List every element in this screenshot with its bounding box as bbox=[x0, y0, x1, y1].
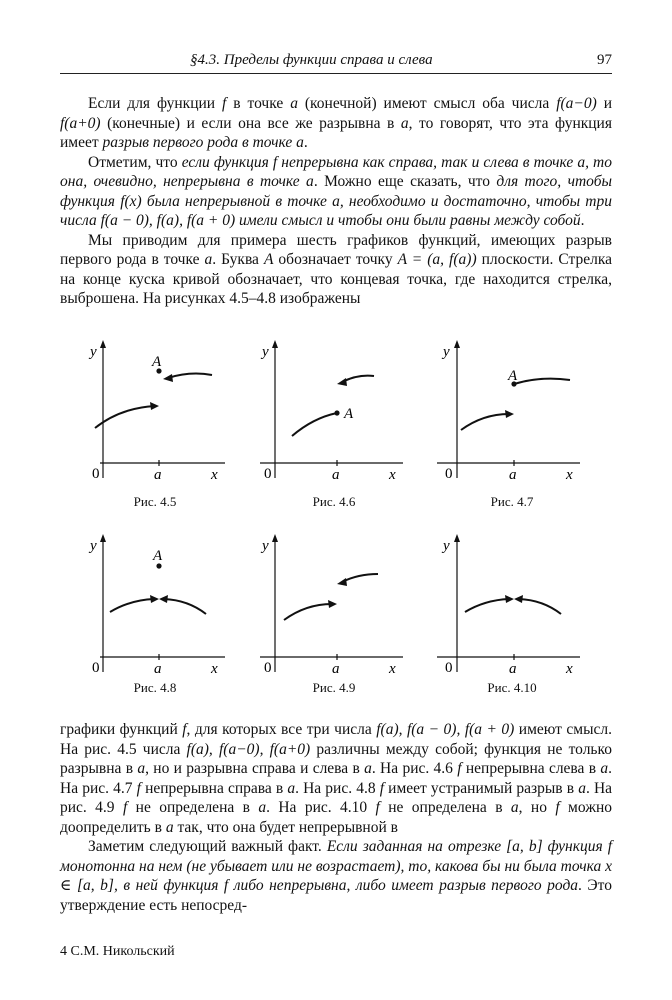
a-label: a bbox=[154, 661, 162, 677]
origin-label: 0 bbox=[92, 660, 100, 676]
footer-signature: 4 С.М. Никольский bbox=[60, 944, 175, 959]
figure-4-10 bbox=[435, 530, 585, 680]
y-axis-label: y bbox=[90, 344, 97, 360]
caption-4-7: Рис. 4.7 bbox=[490, 494, 534, 509]
caption-4-6: Рис. 4.6 bbox=[312, 494, 356, 509]
figure-4-8 bbox=[80, 530, 230, 680]
paragraph-5: Заметим следующий важный факт. Если заданная на отрезке [a, b] функция f монотонна на нем (не убывает или не возрастает), то, какова бы ни была точка x ∈ [a, b], в ней функция f либо непрерывна, либо имеет разрыв первого рода. Это утверждение есть непосред- bbox=[60, 838, 613, 914]
paragraph-4: графики функций f, для которых все три числа f(a), f(a − 0), f(a + 0) имеют смысл. На рис. 4.5 числа f(a), f(a−0), f(a+0) различны между собой; функция не только разрывна в a, но и разрывна справа и слева в a. На рис. 4.6 f непрерывна слева в a. На рис. 4.7 f непрерывна справа в a. На рис. 4.8 f имеет устранимый разрыв в a. На рис. 4.9 f не определена в a. На рис. 4.10 f не определена в a, но f можно доопределить в a так, что она будет непрерывной в bbox=[60, 721, 613, 836]
origin-label: 0 bbox=[445, 660, 453, 676]
point-A-label: A bbox=[508, 368, 518, 384]
a-label: a bbox=[332, 467, 340, 483]
y-axis-label: y bbox=[443, 538, 450, 554]
figure-4-9 bbox=[258, 530, 408, 680]
x-axis-label: x bbox=[211, 467, 218, 483]
y-axis-label: y bbox=[262, 538, 269, 554]
text-block-bottom bbox=[60, 720, 612, 915]
paragraph-3: Мы приводим для примера шесть графиков функций, имеющих разрыв первого рода в точке a. Буква A обозначает точку A = (a, f(a)) плоскости. Стрелка на конце куска кривой обозначает, что концевая точка, где находится стрелка, выброшена. На рисунках 4.5–4.8 изображены bbox=[60, 231, 613, 307]
y-axis-label: y bbox=[262, 344, 269, 360]
x-axis-label: x bbox=[211, 661, 218, 677]
page-number: 97 bbox=[597, 52, 612, 68]
a-label: a bbox=[509, 467, 517, 483]
origin-label: 0 bbox=[264, 660, 272, 676]
paragraph-1: Если для функции f в точке a (конечной) имеют смысл оба числа f(a−0) и f(a+0) (конечные) и если она все же разрывна в a, то говорят, что эта функция имеет разрыв первого рода в точке a. bbox=[60, 95, 613, 151]
x-axis-label: x bbox=[389, 467, 396, 483]
a-label: a bbox=[154, 467, 162, 483]
caption-4-9: Рис. 4.9 bbox=[312, 680, 356, 695]
origin-label: 0 bbox=[92, 466, 100, 482]
x-axis-label: x bbox=[566, 661, 573, 677]
a-label: a bbox=[509, 661, 517, 677]
a-label: a bbox=[332, 661, 340, 677]
figure-4-7 bbox=[435, 338, 585, 488]
origin-label: 0 bbox=[264, 466, 272, 482]
point-A-label: A bbox=[344, 406, 354, 422]
header-rule bbox=[60, 73, 612, 74]
section-title: §4.3. Пределы функции справа и слева bbox=[190, 52, 433, 68]
y-axis-label: y bbox=[443, 344, 450, 360]
x-axis-label: x bbox=[389, 661, 396, 677]
caption-4-10: Рис. 4.10 bbox=[487, 680, 537, 695]
caption-4-5: Рис. 4.5 bbox=[133, 494, 177, 509]
y-axis-label: y bbox=[90, 538, 97, 554]
point-A-label: A bbox=[152, 354, 162, 370]
running-header bbox=[60, 52, 612, 74]
figure-4-6 bbox=[258, 338, 408, 488]
point-A-label: A bbox=[153, 548, 163, 564]
text-block-top bbox=[60, 94, 612, 309]
figure-4-5 bbox=[80, 338, 230, 488]
x-axis-label: x bbox=[566, 467, 573, 483]
paragraph-2: Отметим, что если функция f непрерывна как справа, так и слева в точке a, то она, очевидно, непрерывна в точке a. Можно еще сказать, что для того, чтобы функция f(x) была непрерывной в точке a, необходимо и достаточно, чтобы три числа f(a − 0), f(a), f(a + 0) имели смысл и чтобы они были равны между собой. bbox=[60, 153, 612, 229]
origin-label: 0 bbox=[445, 466, 453, 482]
caption-4-8: Рис. 4.8 bbox=[133, 680, 177, 695]
